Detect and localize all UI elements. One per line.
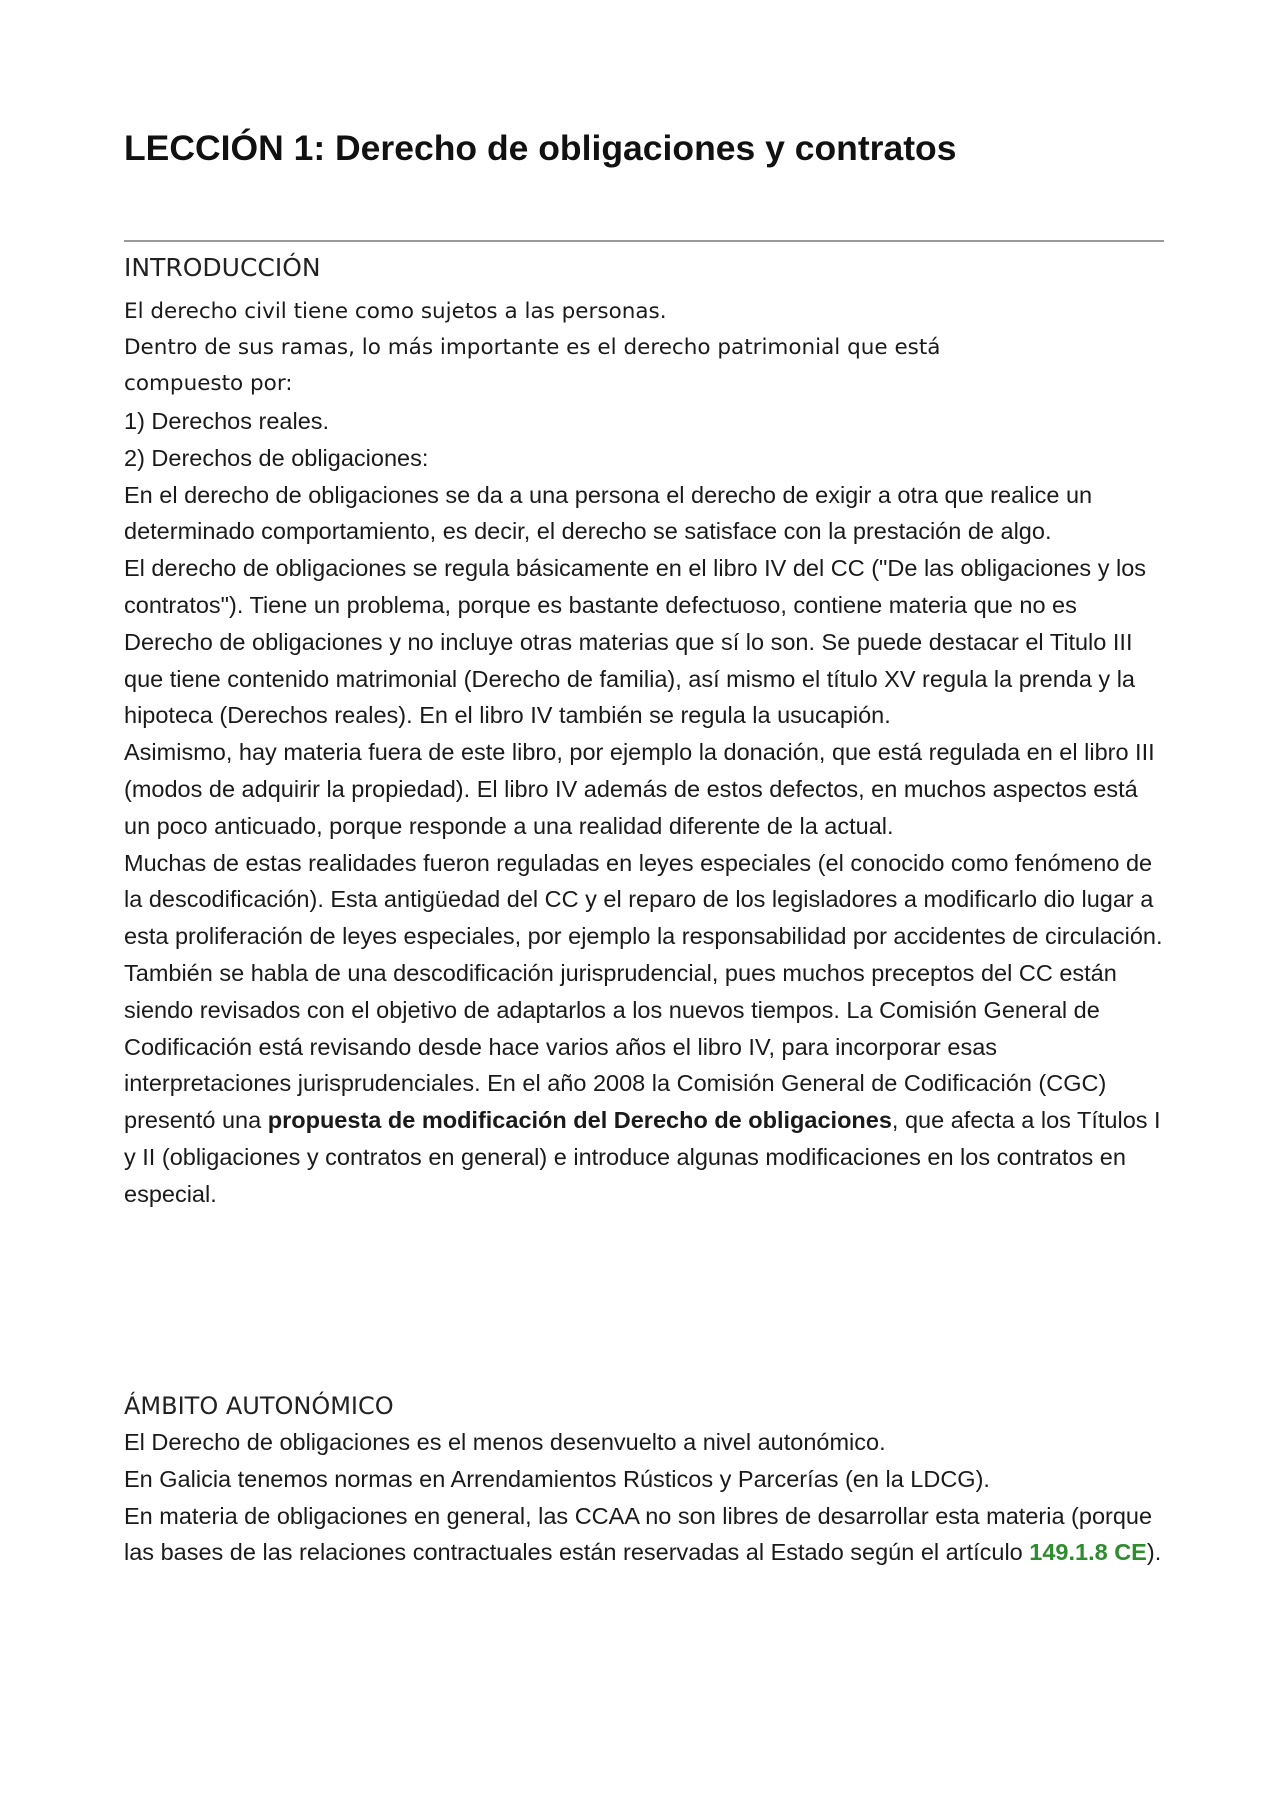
paragraph: En Galicia tenemos normas en Arrendamientos Rústicos y Parcerías (en la LDCG). (124, 1465, 990, 1492)
paragraph-text: ). (1146, 1539, 1162, 1566)
list-item: 1) Derechos reales. (124, 408, 330, 434)
paragraph: El derecho de obligaciones se regula básicamente en el libro IV del CC ("De las obligaciones y los contratos"). Tiene un problema, porque es bastante defectuoso, contiene materia que no es Derecho de obligaciones y no incluye otras materias que sí lo son. Se puede destacar el Titulo III que tiene contenido matrimonial (Derecho de familia), así mismo el título XV regula la prenda y la hipoteca (Derechos reales). En el libro IV también se regula la usucapión. (124, 555, 1147, 729)
paragraph (124, 955, 1164, 1213)
bold-phrase: propuesta de modificación del Derecho de obligaciones (267, 1107, 892, 1134)
list-item: 2) Derechos de obligaciones: (124, 444, 429, 471)
page-title: LECCIÓN 1: Derecho de obligaciones y contratos (124, 128, 957, 168)
intro-line: compuesto por: (124, 371, 293, 396)
section-divider (124, 240, 1164, 242)
paragraph-text: También se habla de una descodificación jurisprudencial, pues muchos preceptos del CC están siendo revisados con el objetivo de adaptarlos a los nuevos tiempos. La Comisión General de Codificación está revisando desde hace varios años el libro IV, para incorporar esas interpretaciones jurisprudenciales. En el año 2008 la Comisión General de Codificación (CGC) presentó una (124, 959, 1117, 1134)
intro-lead-text (124, 294, 1164, 402)
intro-body (124, 403, 1164, 1213)
paragraph: El Derecho de obligaciones es el menos desenvuelto a nivel autonómico. (124, 1429, 886, 1455)
intro-line: Dentro de sus ramas, lo más importante es el derecho patrimonial que está (124, 335, 941, 360)
ambito-body (124, 1424, 1164, 1571)
paragraph (124, 1498, 1164, 1572)
paragraph: En el derecho de obligaciones se da a una persona el derecho de exigir a otra que realice un determinado comportamiento, es decir, el derecho se satisface con la prestación de algo. (124, 481, 1093, 545)
heading-introduccion: INTRODUCCIÓN (124, 253, 321, 282)
heading-ambito-autonomico: ÁMBITO AUTONÓMICO (124, 1392, 394, 1420)
paragraph-text: En materia de obligaciones en general, las CCAA no son libres de desarrollar esta materia (porque las bases de las relaciones contractuales están reservadas al Estado según el artículo (124, 1502, 1153, 1566)
paragraph: Muchas de estas realidades fueron reguladas en leyes especiales (el conocido como fenómeno de la descodificación). Esta antigüedad del CC y el reparo de los legisladores a modificarlo dio lugar a esta proliferación de leyes especiales, por ejemplo la responsabilidad por accidentes de circulación. (124, 849, 1163, 950)
paragraph: Asimismo, hay materia fuera de este libro, por ejemplo la donación, que está regulada en el libro III (modos de adquirir la propiedad). El libro IV además de estos defectos, en muchos aspectos está un poco anticuado, porque responde a una realidad diferente de la actual. (124, 739, 1155, 839)
intro-line: El derecho civil tiene como sujetos a las personas. (124, 299, 667, 324)
legal-reference-link[interactable]: 149.1.8 CE (1029, 1539, 1147, 1566)
paragraph-text: , que afecta a los Títulos I y II (obligaciones y contratos en general) e introduce algunas modificaciones en los contratos en especial. (124, 1107, 1161, 1207)
